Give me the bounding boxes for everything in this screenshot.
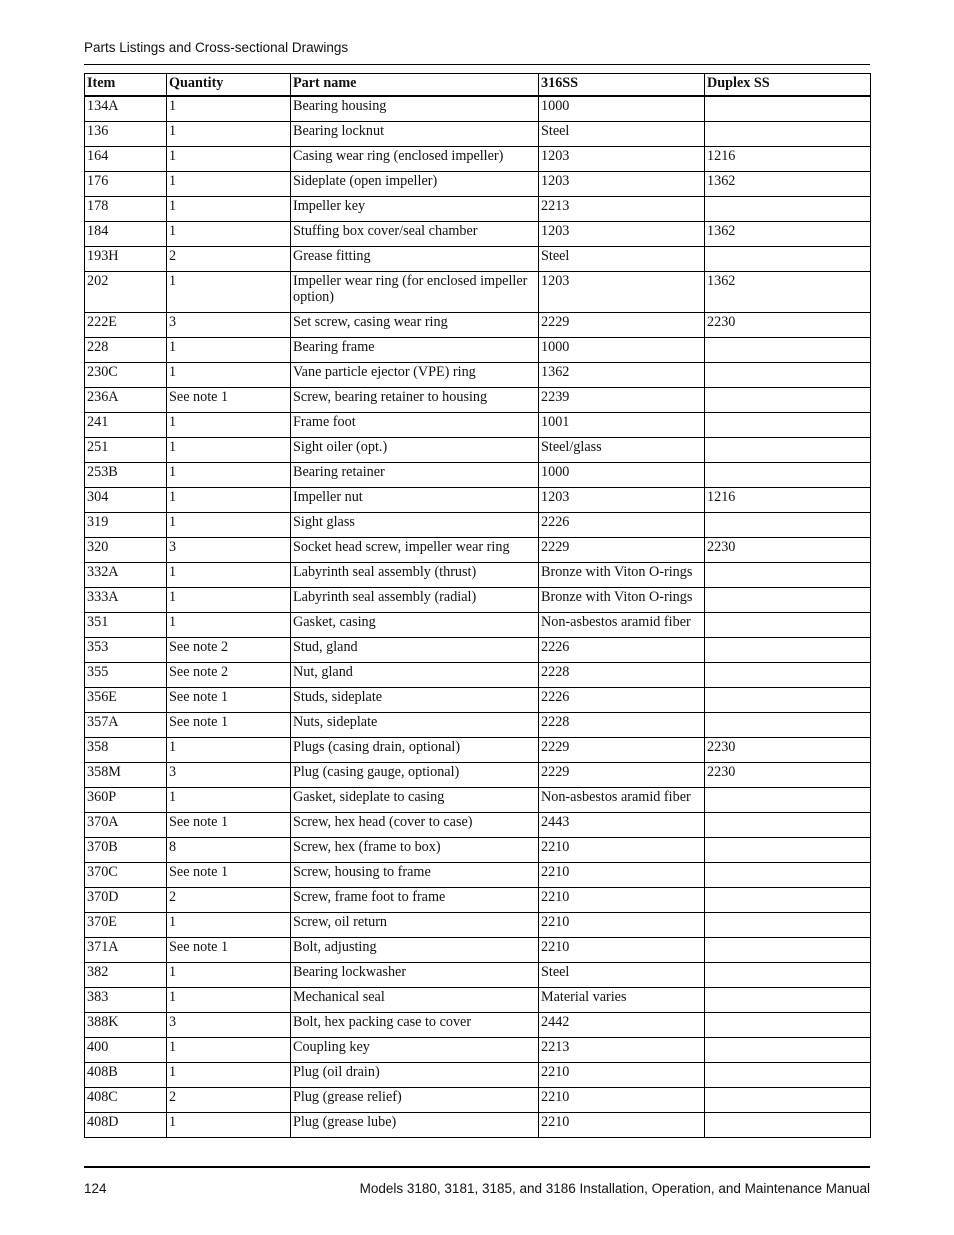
cell-duplex-ss	[705, 463, 871, 488]
table-row	[85, 613, 871, 638]
cell-duplex-ss	[705, 96, 871, 122]
cell-316ss: Steel/glass	[539, 438, 705, 463]
cell-part-name: Plug (casing gauge, optional)	[291, 763, 539, 788]
cell-duplex-ss	[705, 438, 871, 463]
cell-316ss: 2229	[539, 538, 705, 563]
table-row	[85, 838, 871, 863]
cell-part-name: Labyrinth seal assembly (radial)	[291, 588, 539, 613]
table-row	[85, 638, 871, 663]
cell-item: 355	[85, 663, 167, 688]
table-row	[85, 172, 871, 197]
cell-quantity: 1	[167, 738, 291, 763]
cell-item: 136	[85, 122, 167, 147]
table-row	[85, 563, 871, 588]
cell-quantity: 1	[167, 913, 291, 938]
cell-quantity: 1	[167, 1038, 291, 1063]
cell-quantity: 1	[167, 96, 291, 122]
table-row	[85, 513, 871, 538]
cell-item: 253B	[85, 463, 167, 488]
cell-316ss: 2226	[539, 688, 705, 713]
cell-item: 408B	[85, 1063, 167, 1088]
cell-quantity: 1	[167, 122, 291, 147]
table-row	[85, 1088, 871, 1113]
table-row	[85, 913, 871, 938]
cell-duplex-ss	[705, 963, 871, 988]
table-row	[85, 713, 871, 738]
cell-item: 332A	[85, 563, 167, 588]
cell-316ss: 2210	[539, 863, 705, 888]
table-row	[85, 988, 871, 1013]
cell-part-name: Gasket, casing	[291, 613, 539, 638]
cell-item: 408C	[85, 1088, 167, 1113]
cell-duplex-ss	[705, 838, 871, 863]
cell-duplex-ss	[705, 513, 871, 538]
cell-part-name: Frame foot	[291, 413, 539, 438]
cell-part-name: Set screw, casing wear ring	[291, 313, 539, 338]
cell-quantity: See note 1	[167, 813, 291, 838]
cell-duplex-ss: 2230	[705, 313, 871, 338]
cell-quantity: 3	[167, 313, 291, 338]
cell-316ss: 1000	[539, 463, 705, 488]
table-row	[85, 488, 871, 513]
parts-table-body	[85, 96, 871, 1138]
cell-part-name: Sight glass	[291, 513, 539, 538]
column-header-part-name: Part name	[291, 74, 539, 97]
cell-duplex-ss	[705, 1013, 871, 1038]
table-row	[85, 663, 871, 688]
cell-item: 333A	[85, 588, 167, 613]
cell-quantity: 1	[167, 147, 291, 172]
cell-316ss: 2239	[539, 388, 705, 413]
cell-item: 176	[85, 172, 167, 197]
table-row	[85, 888, 871, 913]
table-row	[85, 588, 871, 613]
cell-part-name: Bearing frame	[291, 338, 539, 363]
cell-duplex-ss: 1216	[705, 488, 871, 513]
table-row	[85, 863, 871, 888]
table-row	[85, 247, 871, 272]
cell-part-name: Gasket, sideplate to casing	[291, 788, 539, 813]
cell-quantity: 3	[167, 1013, 291, 1038]
cell-316ss: Non-asbestos aramid fiber	[539, 613, 705, 638]
table-row	[85, 1063, 871, 1088]
table-row	[85, 813, 871, 838]
cell-quantity: 1	[167, 1113, 291, 1138]
cell-316ss: Steel	[539, 247, 705, 272]
cell-quantity: 1	[167, 563, 291, 588]
cell-duplex-ss: 1362	[705, 222, 871, 247]
cell-duplex-ss: 1362	[705, 172, 871, 197]
cell-item: 357A	[85, 713, 167, 738]
cell-item: 370B	[85, 838, 167, 863]
cell-part-name: Studs, sideplate	[291, 688, 539, 713]
cell-duplex-ss	[705, 197, 871, 222]
cell-item: 358M	[85, 763, 167, 788]
cell-quantity: 2	[167, 247, 291, 272]
cell-duplex-ss	[705, 363, 871, 388]
cell-316ss: Bronze with Viton O-rings	[539, 563, 705, 588]
cell-item: 370D	[85, 888, 167, 913]
table-row	[85, 388, 871, 413]
cell-part-name: Bolt, adjusting	[291, 938, 539, 963]
cell-part-name: Bearing retainer	[291, 463, 539, 488]
cell-duplex-ss	[705, 338, 871, 363]
cell-quantity: 2	[167, 888, 291, 913]
cell-quantity: 1	[167, 513, 291, 538]
cell-quantity: See note 1	[167, 863, 291, 888]
cell-duplex-ss	[705, 938, 871, 963]
footer-divider	[84, 1166, 870, 1168]
cell-quantity: 1	[167, 413, 291, 438]
cell-316ss: Bronze with Viton O-rings	[539, 588, 705, 613]
cell-item: 241	[85, 413, 167, 438]
cell-duplex-ss	[705, 788, 871, 813]
cell-part-name: Socket head screw, impeller wear ring	[291, 538, 539, 563]
table-row	[85, 272, 871, 313]
cell-duplex-ss	[705, 888, 871, 913]
cell-part-name: Screw, hex head (cover to case)	[291, 813, 539, 838]
table-row	[85, 1013, 871, 1038]
cell-quantity: 1	[167, 172, 291, 197]
cell-part-name: Vane particle ejector (VPE) ring	[291, 363, 539, 388]
cell-duplex-ss	[705, 1038, 871, 1063]
cell-part-name: Bearing locknut	[291, 122, 539, 147]
cell-item: 320	[85, 538, 167, 563]
cell-316ss: 1203	[539, 222, 705, 247]
cell-item: 351	[85, 613, 167, 638]
cell-duplex-ss	[705, 388, 871, 413]
table-row	[85, 938, 871, 963]
cell-part-name: Nuts, sideplate	[291, 713, 539, 738]
table-row	[85, 313, 871, 338]
cell-316ss: 2210	[539, 888, 705, 913]
cell-item: 164	[85, 147, 167, 172]
cell-duplex-ss	[705, 813, 871, 838]
cell-duplex-ss	[705, 663, 871, 688]
cell-item: 408D	[85, 1113, 167, 1138]
cell-316ss: 2226	[539, 513, 705, 538]
table-row	[85, 538, 871, 563]
cell-quantity: 1	[167, 222, 291, 247]
cell-quantity: 3	[167, 538, 291, 563]
cell-duplex-ss	[705, 863, 871, 888]
cell-item: 230C	[85, 363, 167, 388]
cell-part-name: Coupling key	[291, 1038, 539, 1063]
cell-316ss: 1362	[539, 363, 705, 388]
cell-quantity: 1	[167, 988, 291, 1013]
cell-316ss: 2210	[539, 913, 705, 938]
table-row	[85, 122, 871, 147]
cell-316ss: 1001	[539, 413, 705, 438]
cell-item: 222E	[85, 313, 167, 338]
cell-316ss: 1000	[539, 96, 705, 122]
cell-part-name: Bearing lockwasher	[291, 963, 539, 988]
cell-316ss: 2229	[539, 738, 705, 763]
cell-quantity: See note 1	[167, 713, 291, 738]
cell-part-name: Plug (grease lube)	[291, 1113, 539, 1138]
cell-quantity: 1	[167, 488, 291, 513]
cell-item: 370E	[85, 913, 167, 938]
cell-duplex-ss	[705, 688, 871, 713]
cell-part-name: Stuffing box cover/seal chamber	[291, 222, 539, 247]
cell-part-name: Screw, hex (frame to box)	[291, 838, 539, 863]
cell-quantity: See note 1	[167, 688, 291, 713]
table-row	[85, 1038, 871, 1063]
cell-part-name: Plug (grease relief)	[291, 1088, 539, 1113]
cell-item: 371A	[85, 938, 167, 963]
footer-manual-title: Models 3180, 3181, 3185, and 3186 Installation, Operation, and Maintenance Manual	[359, 1181, 870, 1196]
cell-duplex-ss	[705, 913, 871, 938]
cell-316ss: 1203	[539, 147, 705, 172]
table-row	[85, 963, 871, 988]
cell-item: 178	[85, 197, 167, 222]
cell-quantity: 1	[167, 588, 291, 613]
table-header-row	[85, 74, 871, 97]
table-row	[85, 763, 871, 788]
cell-quantity: See note 1	[167, 388, 291, 413]
cell-item: 184	[85, 222, 167, 247]
cell-part-name: Plug (oil drain)	[291, 1063, 539, 1088]
cell-part-name: Plugs (casing drain, optional)	[291, 738, 539, 763]
table-row	[85, 463, 871, 488]
table-row	[85, 147, 871, 172]
cell-part-name: Grease fitting	[291, 247, 539, 272]
cell-part-name: Stud, gland	[291, 638, 539, 663]
cell-316ss: 2443	[539, 813, 705, 838]
cell-316ss: 2210	[539, 1063, 705, 1088]
cell-316ss: 2226	[539, 638, 705, 663]
cell-part-name: Impeller key	[291, 197, 539, 222]
cell-item: 356E	[85, 688, 167, 713]
cell-item: 360P	[85, 788, 167, 813]
cell-part-name: Nut, gland	[291, 663, 539, 688]
cell-item: 304	[85, 488, 167, 513]
cell-quantity: 1	[167, 363, 291, 388]
cell-part-name: Sight oiler (opt.)	[291, 438, 539, 463]
cell-part-name: Sideplate (open impeller)	[291, 172, 539, 197]
column-header-316ss: 316SS	[539, 74, 705, 97]
cell-item: 251	[85, 438, 167, 463]
cell-part-name: Bolt, hex packing case to cover	[291, 1013, 539, 1038]
table-row	[85, 197, 871, 222]
cell-316ss: Non-asbestos aramid fiber	[539, 788, 705, 813]
cell-item: 388K	[85, 1013, 167, 1038]
cell-duplex-ss	[705, 247, 871, 272]
cell-duplex-ss: 1362	[705, 272, 871, 313]
cell-316ss: Steel	[539, 122, 705, 147]
cell-316ss: 1203	[539, 488, 705, 513]
cell-316ss: 2228	[539, 663, 705, 688]
table-row	[85, 413, 871, 438]
cell-part-name: Screw, frame foot to frame	[291, 888, 539, 913]
column-header-item: Item	[85, 74, 167, 97]
cell-316ss: 2213	[539, 197, 705, 222]
column-header-quantity: Quantity	[167, 74, 291, 97]
cell-316ss: 2229	[539, 763, 705, 788]
cell-316ss: 1000	[539, 338, 705, 363]
cell-part-name: Screw, bearing retainer to housing	[291, 388, 539, 413]
cell-quantity: 1	[167, 963, 291, 988]
cell-quantity: 8	[167, 838, 291, 863]
cell-quantity: 1	[167, 438, 291, 463]
cell-quantity: 1	[167, 197, 291, 222]
cell-part-name: Bearing housing	[291, 96, 539, 122]
cell-316ss: 2210	[539, 1088, 705, 1113]
cell-duplex-ss	[705, 1063, 871, 1088]
parts-table	[84, 73, 871, 1138]
cell-duplex-ss: 1216	[705, 147, 871, 172]
cell-part-name: Mechanical seal	[291, 988, 539, 1013]
page-number: 124	[84, 1181, 107, 1196]
cell-quantity: See note 2	[167, 638, 291, 663]
cell-316ss: 2210	[539, 938, 705, 963]
cell-part-name: Screw, housing to frame	[291, 863, 539, 888]
cell-duplex-ss	[705, 413, 871, 438]
cell-duplex-ss	[705, 563, 871, 588]
cell-quantity: 1	[167, 272, 291, 313]
cell-duplex-ss	[705, 122, 871, 147]
cell-quantity: 1	[167, 463, 291, 488]
cell-316ss: 2213	[539, 1038, 705, 1063]
column-header-duplex-ss: Duplex SS	[705, 74, 871, 97]
table-row	[85, 338, 871, 363]
cell-item: 134A	[85, 96, 167, 122]
cell-item: 202	[85, 272, 167, 313]
table-row	[85, 738, 871, 763]
cell-item: 193H	[85, 247, 167, 272]
cell-part-name: Impeller nut	[291, 488, 539, 513]
table-row	[85, 788, 871, 813]
cell-part-name: Impeller wear ring (for enclosed impeller option)	[291, 272, 539, 313]
cell-quantity: See note 2	[167, 663, 291, 688]
cell-duplex-ss	[705, 988, 871, 1013]
cell-316ss: 2210	[539, 1113, 705, 1138]
cell-duplex-ss	[705, 588, 871, 613]
cell-316ss: 2229	[539, 313, 705, 338]
cell-part-name: Labyrinth seal assembly (thrust)	[291, 563, 539, 588]
cell-item: 382	[85, 963, 167, 988]
cell-quantity: 1	[167, 788, 291, 813]
cell-part-name: Casing wear ring (enclosed impeller)	[291, 147, 539, 172]
cell-duplex-ss	[705, 638, 871, 663]
cell-quantity: 2	[167, 1088, 291, 1113]
cell-quantity: 1	[167, 1063, 291, 1088]
cell-duplex-ss	[705, 1088, 871, 1113]
cell-316ss: 2228	[539, 713, 705, 738]
cell-item: 358	[85, 738, 167, 763]
cell-item: 353	[85, 638, 167, 663]
cell-duplex-ss	[705, 713, 871, 738]
cell-316ss: 2442	[539, 1013, 705, 1038]
cell-duplex-ss	[705, 613, 871, 638]
table-row	[85, 438, 871, 463]
cell-quantity: See note 1	[167, 938, 291, 963]
cell-316ss: 2210	[539, 838, 705, 863]
cell-duplex-ss	[705, 1113, 871, 1138]
cell-item: 236A	[85, 388, 167, 413]
cell-quantity: 1	[167, 338, 291, 363]
cell-item: 319	[85, 513, 167, 538]
cell-quantity: 3	[167, 763, 291, 788]
cell-316ss: Material varies	[539, 988, 705, 1013]
cell-item: 370A	[85, 813, 167, 838]
cell-quantity: 1	[167, 613, 291, 638]
cell-316ss: 1203	[539, 272, 705, 313]
cell-316ss: Steel	[539, 963, 705, 988]
cell-duplex-ss: 2230	[705, 763, 871, 788]
table-row	[85, 96, 871, 122]
table-row	[85, 222, 871, 247]
cell-duplex-ss: 2230	[705, 738, 871, 763]
cell-duplex-ss: 2230	[705, 538, 871, 563]
cell-item: 228	[85, 338, 167, 363]
cell-part-name: Screw, oil return	[291, 913, 539, 938]
header-divider	[84, 64, 870, 65]
table-row	[85, 1113, 871, 1138]
cell-item: 370C	[85, 863, 167, 888]
cell-item: 383	[85, 988, 167, 1013]
table-row	[85, 688, 871, 713]
page-header-title: Parts Listings and Cross-sectional Drawings	[84, 40, 349, 55]
cell-316ss: 1203	[539, 172, 705, 197]
cell-item: 400	[85, 1038, 167, 1063]
table-row	[85, 363, 871, 388]
